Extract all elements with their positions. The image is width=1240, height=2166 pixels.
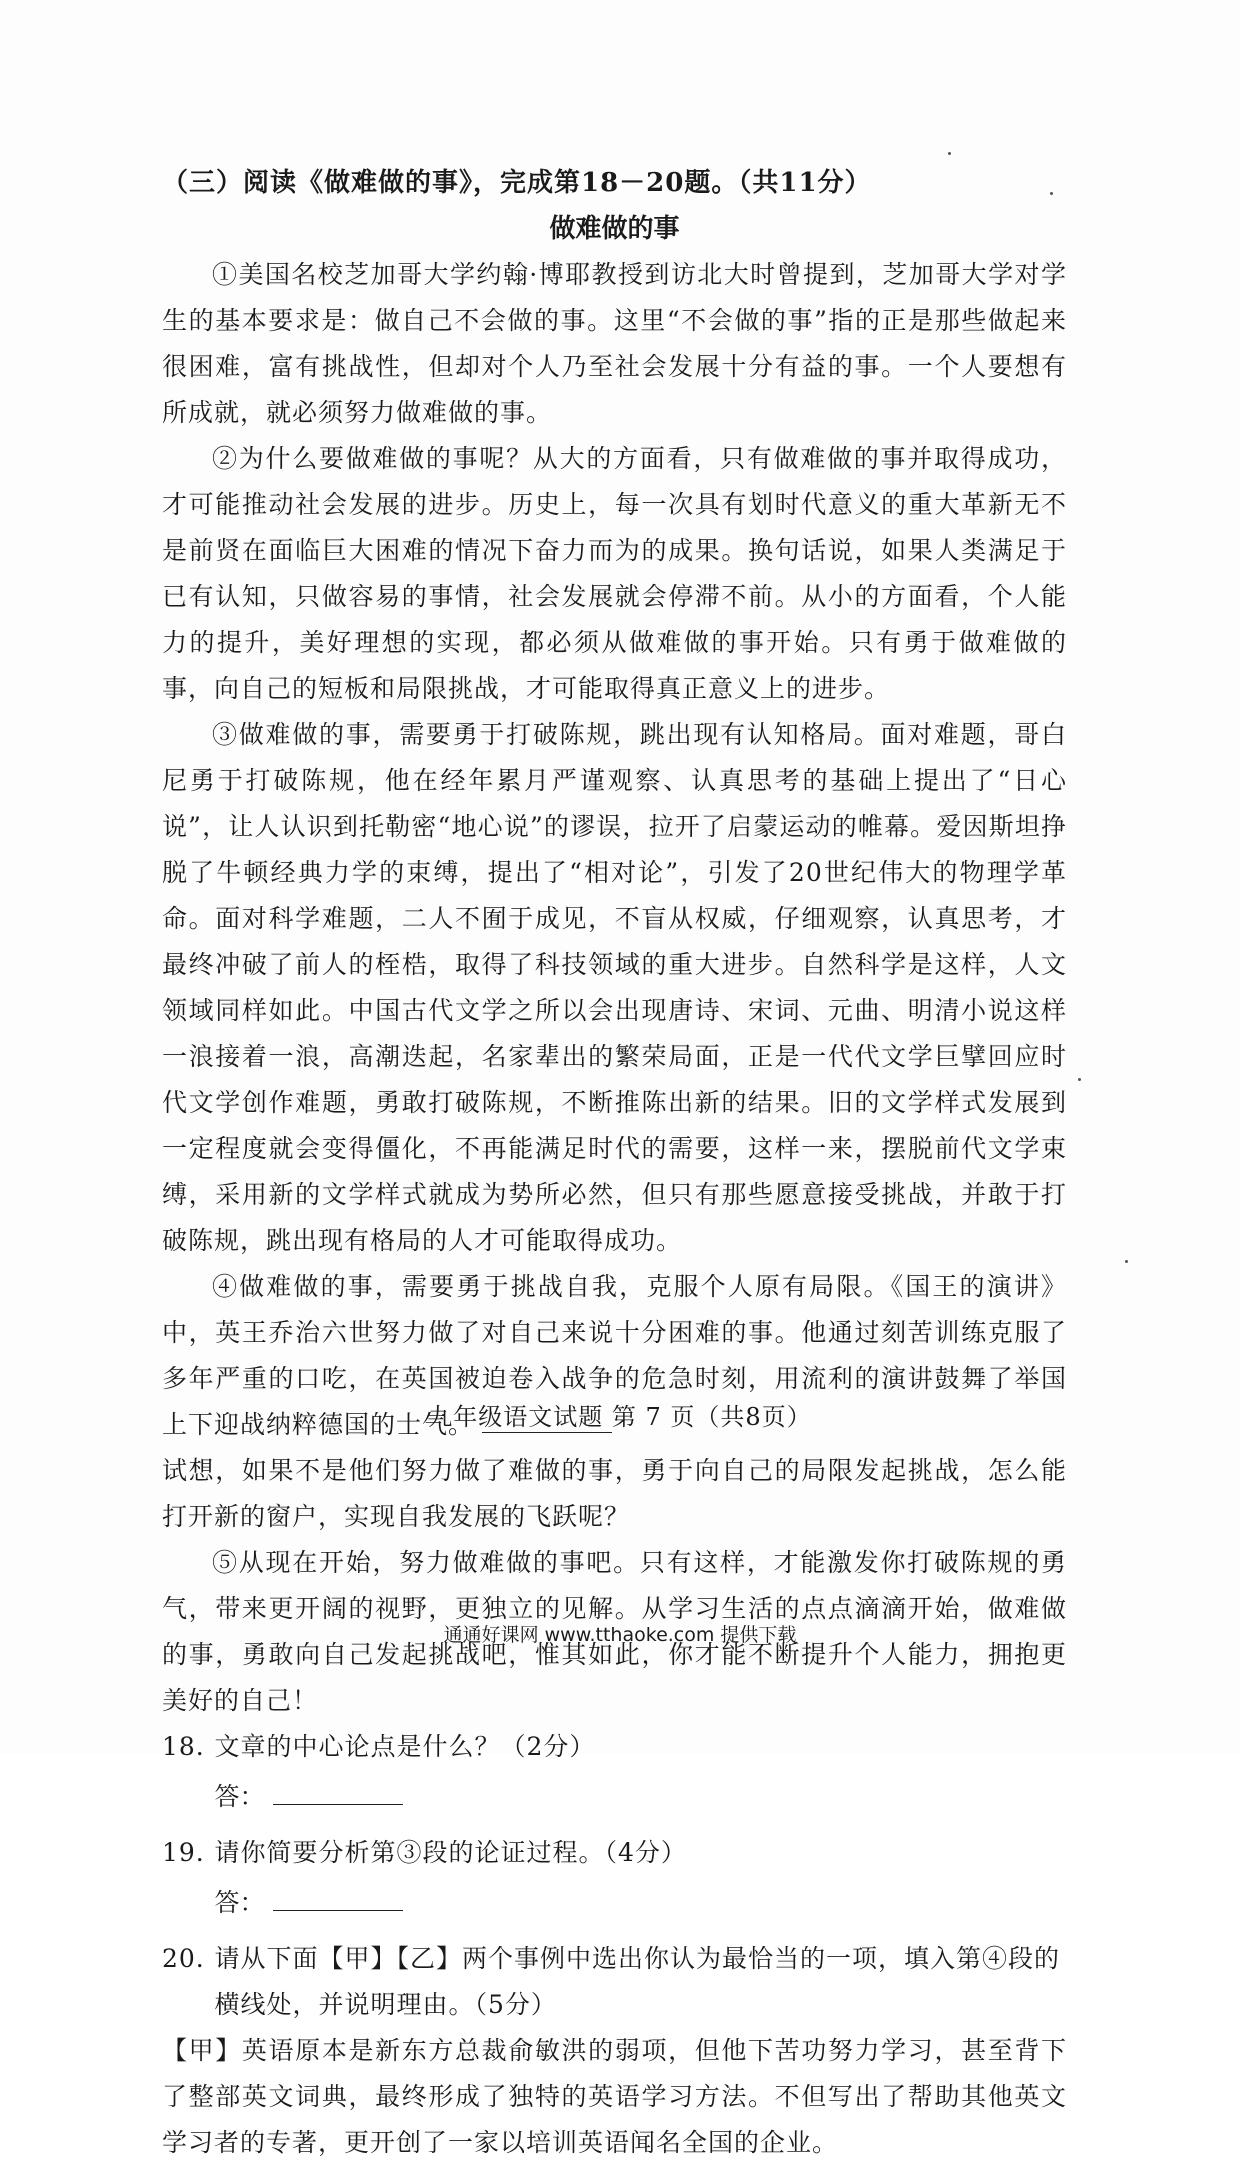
question-19 (162, 1830, 1067, 1876)
article-paragraph-3: ③做难做的事，需要勇于打破陈规，跳出现有认知格局。面对难题，哥白尼勇于打破陈规，他在经年累月严谨观察、认真思考的基础上提出了“日心说”，让人认识到托勒密“地心说”的谬误，拉开了启蒙运动的帷幕。爱因斯坦挣脱了牛顿经典力学的束缚，提出了“相对论”，引发了20世纪伟大的物理学革命。面对科学难题，二人不囿于成见，不盲从权威，仔细观察，认真思考，才最终冲破了前人的桎梏，取得了科技领域的重大进步。自然科学是这样，人文领域同样如此。中国古代文学之所以会出现唐诗、宋词、元曲、明清小说这样一浪接着一浪，高潮迭起，名家辈出的繁荣局面，正是一代代文学巨擘回应时代文学创作难题，勇敢打破陈规，不断推陈出新的结果。旧的文学样式发展到一定程度就会变得僵化，不再能满足时代的需要，这样一来，摆脱前代文学束缚，采用新的文学样式就成为势所必然，但只有那些愿意接受挑战，并敢于打破陈规，跳出现有格局的人才可能取得成功。 (162, 720, 1067, 1255)
question-20-number: 20. (162, 1944, 205, 1973)
section-heading: （三）阅读《做难做的事》，完成第18－20题。（共11分） (162, 168, 872, 198)
article-paragraph-2: ②为什么要做难做的事呢？从大的方面看，只有做难做的事并取得成功，才可能推动社会发展的进步。历史上，每一次具有划时代意义的重大革新无不是前贤在面临巨大困难的情况下奋力而为的成果。换句话说，如果人类满足于已有认知，只做容易的事情，社会发展就会停滞不前。从小的方面看，个人能力的提升，美好理想的实现，都必须从做难做的事开始。只有勇于做难做的事，向自己的短板和局限挑战，才可能取得真正意义上的进步。 (162, 444, 1067, 703)
answer-18-line[interactable] (273, 1778, 403, 1805)
article-title: 做难做的事 (549, 214, 680, 244)
answer-row-19 (215, 1880, 1068, 1926)
example-jia: 【甲】英语原本是新东方总裁俞敏洪的弱项，但他下苦功努力学习，甚至背下了整部英文词典，最终形成了独特的英语学习方法。不但写出了帮助其他英文学习者的专著，更开创了一家以培训英语闻名全国的企业。 (162, 2036, 1067, 2157)
answer-18-label: 答： (214, 1782, 265, 1811)
answer-19-line[interactable] (273, 1884, 403, 1911)
scan-speck (1125, 1260, 1128, 1263)
article-paragraph-1: ①美国名校芝加哥大学约翰·博耶教授到访北大时曾提到，芝加哥大学对学生的基本要求是：做自己不会做的事。这里“不会做的事”指的正是那些做起来很困难，富有挑战性，但却对个人乃至社会发展十分有益的事。一个人要想有所成就，就必须努力做难做的事。 (162, 260, 1067, 427)
article-paragraph-4-text: ④做难做的事，需要勇于挑战自我，克服个人原有局限。《国王的演讲》中，英王乔治六世努力做了对自己来说十分困难的事。他通过刻苦训练克服了多年严重的口吃，在英国被迫卷入战争的危急时刻，用流利的演讲鼓舞了举国上下迎战纳粹德国的士气。 (162, 1272, 1067, 1439)
question-20-text: 请从下面【甲】【乙】两个事例中选出你认为最恰当的一项，填入第④段的横线处，并说明理由。（5分） (214, 1944, 1061, 2019)
scan-speck (1078, 1078, 1081, 1081)
page-content (162, 160, 1067, 2166)
question-20 (162, 1936, 1067, 2028)
download-site-footer: 通通好课网 www.tthaoke.com 提供下载 (443, 1624, 797, 1646)
article-paragraph-5: ⑤从现在开始，努力做难做的事吧。只有这样，才能激发你打破陈规的勇气，带来更开阔的视野，更独立的见解。从学习生活的点点滴滴开始，做难做的事，勇敢向自己发起挑战吧，惟其如此，你才能不断提升个人能力，拥抱更美好的自己！ (162, 1548, 1067, 1715)
question-18-number: 18. (162, 1732, 205, 1761)
scan-speck (1050, 192, 1053, 195)
question-19-number: 19. (162, 1838, 205, 1867)
question-19-text: 请你简要分析第③段的论证过程。（4分） (214, 1838, 687, 1867)
scan-speck (948, 152, 951, 155)
answer-row-18 (215, 1774, 1068, 1820)
question-18 (162, 1724, 1067, 1770)
answer-19-label: 答： (214, 1888, 265, 1917)
article-paragraph-4-continued: 试想，如果不是他们努力做了难做的事，勇于向自己的局限发起挑战，怎么能打开新的窗户，实现自我发展的飞跃呢？ (162, 1456, 1067, 1531)
page-number-footer: 九年级语文试题 第 7 页（共8页） (428, 1403, 812, 1431)
question-18-text: 文章的中心论点是什么？（2分） (214, 1732, 596, 1761)
